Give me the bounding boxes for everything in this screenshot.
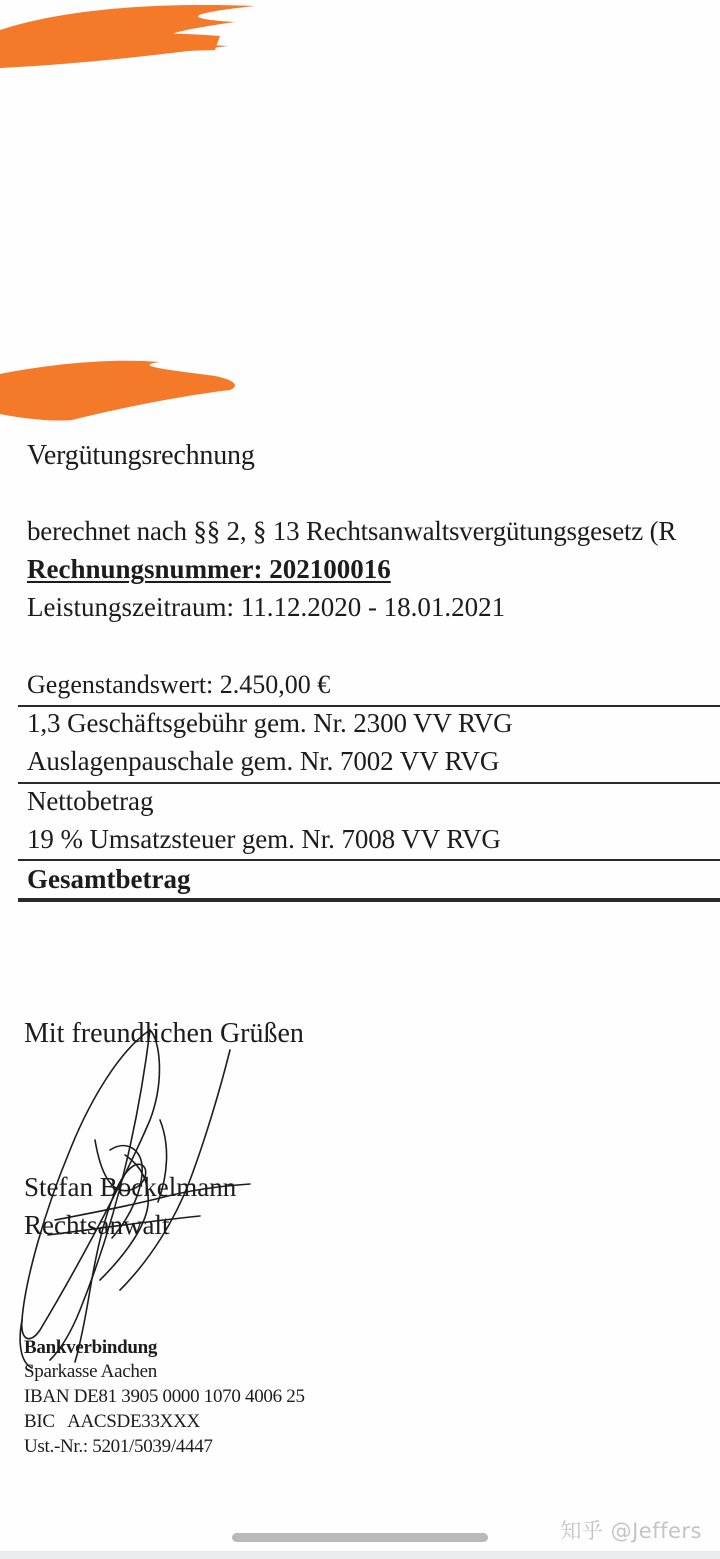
bank-heading: Bankverbindung (24, 1337, 158, 1358)
document-title: Vergütungsrechnung (27, 440, 255, 471)
redaction-mark-top (0, 0, 270, 80)
table-rule (18, 859, 720, 861)
redaction-mark-middle (0, 352, 250, 432)
watermark: 知乎 @Jeffers (560, 1519, 702, 1543)
fee-row: Nettobetrag (27, 786, 154, 816)
bottom-strip (0, 1551, 720, 1559)
table-rule (18, 705, 720, 707)
total-label: Gesamtbetrag (27, 864, 191, 894)
calculation-basis: berechnet nach §§ 2, § 13 Rechtsanwaltsvergütungsgesetz (R (27, 516, 677, 546)
fee-row: 1,3 Geschäftsgebühr gem. Nr. 2300 VV RVG (27, 708, 513, 738)
signer-name: Stefan Bockelmann (24, 1172, 237, 1202)
signer-role: Rechtsanwalt (24, 1210, 170, 1240)
home-indicator[interactable] (232, 1533, 488, 1542)
service-period: Leistungszeitraum: 11.12.2020 - 18.01.2021 (27, 592, 506, 622)
invoice-number: Rechnungsnummer: 202100016 (27, 554, 391, 584)
table-rule-double (18, 898, 720, 902)
object-value: Gegenstandswert: 2.450,00 € (27, 670, 331, 699)
fee-row: 19 % Umsatzsteuer gem. Nr. 7008 VV RVG (27, 824, 501, 854)
bank-bic: BIC AACSDE33XXX (24, 1411, 200, 1432)
bank-name: Sparkasse Aachen (24, 1361, 157, 1382)
bank-iban: IBAN DE81 3905 0000 1070 4006 25 (24, 1386, 305, 1407)
table-rule (18, 782, 720, 784)
fee-row: Auslagenpauschale gem. Nr. 7002 VV RVG (27, 746, 500, 776)
tax-id: Ust.-Nr.: 5201/5039/4447 (24, 1436, 213, 1457)
closing-greeting: Mit freundlichen Grüßen (24, 1018, 304, 1049)
